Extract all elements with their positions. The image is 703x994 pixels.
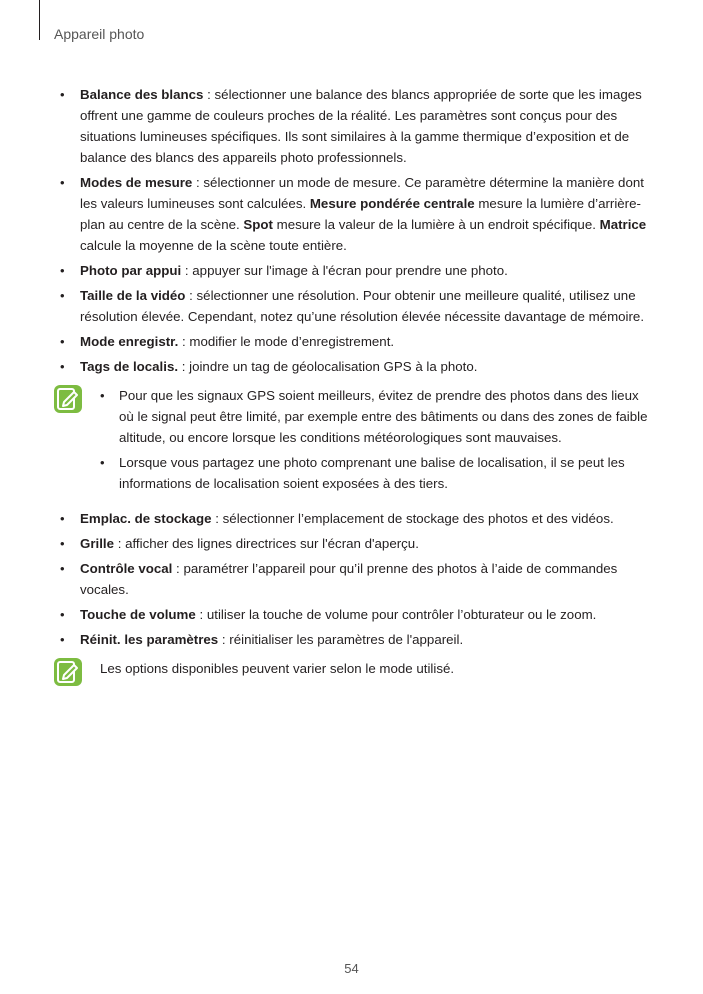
setting-desc: calcule la moyenne de la scène toute entière. [80, 238, 347, 253]
setting-term: Matrice [599, 217, 647, 232]
list-item [60, 558, 652, 600]
note-text: Les options disponibles peuvent varier selon le mode utilisé. [100, 661, 455, 676]
setting-term: Emplac. de stockage [80, 511, 212, 526]
bullet-icon: • [60, 87, 65, 102]
setting-term: Balance des blancs [80, 87, 204, 102]
setting-term: Contrôle vocal [80, 561, 173, 576]
note-icon [54, 658, 82, 686]
setting-term: Photo par appui [80, 263, 182, 278]
pencil-icon [54, 385, 82, 413]
setting-desc: : joindre un tag de géolocalisation GPS à la photo. [178, 359, 478, 374]
bullet-icon: • [60, 536, 65, 551]
setting-term: Taille de la vidéo [80, 288, 186, 303]
note-text: Pour que les signaux GPS soient meilleurs, évitez de prendre des photos dans des lieux où le signal peut être limité, par exemple entre des bâtiments ou dans des zones de faible altitude, ou encore lorsque les conditions météorologiques sont mauvaises. [119, 388, 648, 445]
note-list [100, 385, 652, 494]
bullet-icon: • [60, 175, 65, 190]
bullet-icon: • [100, 388, 105, 403]
setting-desc: : afficher des lignes directrices sur l'écran d'aperçu. [114, 536, 419, 551]
list-item [60, 260, 652, 281]
page-content [60, 84, 652, 693]
bullet-icon: • [60, 359, 65, 374]
settings-list-1 [60, 84, 652, 377]
running-header: Appareil photo [54, 26, 145, 42]
setting-desc: : modifier le mode d’enregistrement. [178, 334, 395, 349]
setting-term: Touche de volume [80, 607, 196, 622]
header-rule [39, 0, 40, 40]
list-item [60, 356, 652, 377]
bullet-icon: • [60, 607, 65, 622]
list-item [60, 331, 652, 352]
list-item [60, 172, 652, 256]
bullet-icon: • [60, 334, 65, 349]
setting-term: Réinit. les paramètres [80, 632, 219, 647]
setting-desc: : utiliser la touche de volume pour contrôler l’obturateur ou le zoom. [195, 607, 597, 622]
setting-term: Grille [80, 536, 114, 551]
setting-desc: mesure la lumière d’arrière-plan au centre de la scène. [80, 196, 641, 232]
note-body [100, 385, 652, 494]
note-box [54, 385, 652, 494]
settings-list-2 [60, 508, 652, 650]
bullet-icon: • [60, 511, 65, 526]
note-icon [54, 385, 82, 413]
setting-desc: : sélectionner une résolution. Pour obtenir une meilleure qualité, utilisez une résolution élevée. Cependant, notez qu’une résolution élevée nécessite davantage de mémoire. [80, 288, 645, 324]
list-item [100, 452, 652, 494]
bullet-icon: • [60, 561, 65, 576]
list-item [100, 385, 652, 448]
setting-term: Spot [243, 217, 273, 232]
list-item [60, 285, 652, 327]
list-item [60, 604, 652, 625]
setting-desc: : sélectionner un mode de mesure. Ce paramètre détermine la manière dont les valeurs lumineuses sont calculées. [80, 175, 644, 211]
setting-desc: : appuyer sur l'image à l'écran pour prendre une photo. [181, 263, 508, 278]
bullet-icon: • [60, 288, 65, 303]
setting-term: Mesure pondérée centrale [309, 196, 475, 211]
note-text: Lorsque vous partagez une photo comprenant une balise de localisation, il se peut les informations de localisation soient exposées à des tiers. [119, 455, 625, 491]
list-item [60, 533, 652, 554]
list-item [60, 629, 652, 650]
setting-desc: : réinitialiser les paramètres de l'appareil. [218, 632, 464, 647]
setting-term: Modes de mesure [80, 175, 193, 190]
setting-desc: : sélectionner l’emplacement de stockage des photos et des vidéos. [211, 511, 614, 526]
setting-term: Mode enregistr. [80, 334, 179, 349]
bullet-icon: • [60, 263, 65, 278]
note-box [54, 658, 652, 679]
setting-term: Tags de localis. [80, 359, 179, 374]
setting-desc: : sélectionner une balance des blancs appropriée de sorte que les images offrent une gamme de couleurs proches de la réalité. Les paramètres sont conçus pour des situations lumineuses spécifiques. Ils sont similaires à la gamme thermique d’exposition et de balance des blancs des appareils photo professionnels. [80, 87, 642, 165]
bullet-icon: • [60, 632, 65, 647]
list-item [60, 84, 652, 168]
setting-desc: : paramétrer l’appareil pour qu’il prenne des photos à l’aide de commandes vocales. [80, 561, 618, 597]
list-item [60, 508, 652, 529]
bullet-icon: • [100, 455, 105, 470]
note-body [100, 658, 652, 679]
page-number: 54 [344, 961, 359, 976]
pencil-icon [54, 658, 82, 686]
setting-desc: mesure la valeur de la lumière à un endroit spécifique. [272, 217, 600, 232]
